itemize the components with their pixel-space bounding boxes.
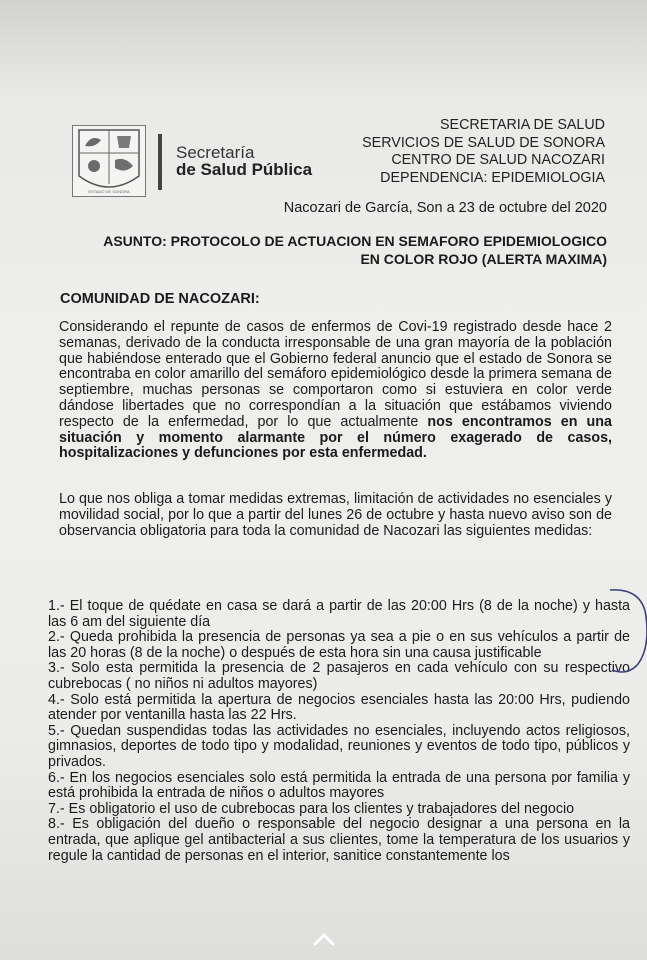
paragraph-1-text: Considerando el repunte de casos de enfermos de Covi-19 registrado desde hace 2 semanas, derivado de la conducta irresponsable de una gran mayoría de la población que habiéndose enterado que el Gobierno federal anuncio que el estado de Sonora se encontraba en color amarillo del semáforo epidemiológico desde la primera semana de septiembre, muchas personas se comportaron como si estuviera en color verde dándose libertades que no correspondían a la situación que estábamos viviendo respecto de la enfermedad, por lo que actualmente [59,319,612,430]
chevron-up-icon[interactable] [313,932,335,946]
header-line-1: SECRETARIA DE SALUD [440,117,605,133]
measure-item: 8.- Es obligación del dueño o responsable del negocio designar a una persona en la entrada, que aplique gel antibacterial a sus clientes, tome la temperatura de los usuarios y regule la cantidad de personas en el interior, sanitice constantemente los [48,816,630,864]
measure-item: 6.- En los negocios esenciales solo está permitida la entrada de una persona por familia y está prohibida la entrada de niños o adultos mayores [48,769,630,802]
salutation: COMUNIDAD DE NACOZARI: [60,291,260,307]
measure-item: 3.- Solo esta permitida la presencia de 2 pasajeros en cada vehículo con su respectivo cubrebocas ( no niños ni adultos mayores) [48,660,630,692]
subject-line-1: ASUNTO: PROTOCOLO DE ACTUACION EN SEMAFORO EPIDEMIOLOGICO [103,233,607,249]
secretaria-wordmark [176,144,312,178]
measure-item: 2.- Queda prohibida la presencia de personas ya sea a pie o en sus vehículos a partir de las 20 horas (8 de la noche) o después de esta hora sin una causa justificable [48,629,630,661]
measures-list [48,599,630,864]
measure-item: 4.- Solo está permitida la apertura de negocios esenciales hasta las 20:00 Hrs, pudiendo atender por ventanilla hasta las 22 Hrs. [48,691,630,724]
coat-of-arms-icon [73,126,145,196]
paragraph-2: Lo que nos obliga a tomar medidas extremas, limitación de actividades no esenciales y movilidad social, por lo que a partir del lunes 26 de octubre y hasta nuevo aviso son de observancia obligatoria para toda la comunidad de Nacozari las siguientes medidas: [59,491,612,539]
paragraph-1 [59,320,612,462]
logo-caption: ESTADO DE SONORA [88,189,130,194]
institution-header [362,117,605,187]
subject-heading [47,232,607,268]
document-date: Nacozari de García, Son a 23 de octubre del 2020 [283,200,607,216]
secretaria-line1: Secretaría [176,143,255,162]
paragraph-1-bold: nos encontramos en una situación y momento alarmante por el número exagerado de casos, hospitalizaciones y defunciones por esta enfermedad. [59,413,612,462]
header-line-2: SERVICIOS DE SALUD DE SONORA [362,134,605,151]
secretaria-line2: de Salud Pública [176,160,313,179]
subject-line-2: EN COLOR ROJO (ALERTA MAXIMA) [360,251,607,267]
measure-item: 5.- Quedan suspendidas todas las actividades no esenciales, incluyendo actos religiosos, gimnasios, deportes de todo tipo y modalidad, reuniones y eventos de todo tipo, públicos y privados. [48,722,630,770]
header-line-4: DEPENDENCIA: EPIDEMIOLOGIA [380,169,605,186]
sonora-coat-of-arms-logo [72,125,146,197]
header-line-3: CENTRO DE SALUD NACOZARI [391,152,605,168]
measure-item: 7.- Es obligatorio el uso de cubrebocas para los clientes y trabajadores del negocio [48,800,575,817]
logo-divider [158,134,162,190]
pen-circle-mark [598,586,647,678]
measure-item: 1.- El toque de quédate en casa se dará a partir de las 20:00 Hrs (8 de la noche) y hasta las 6 am del siguiente día [48,598,630,630]
